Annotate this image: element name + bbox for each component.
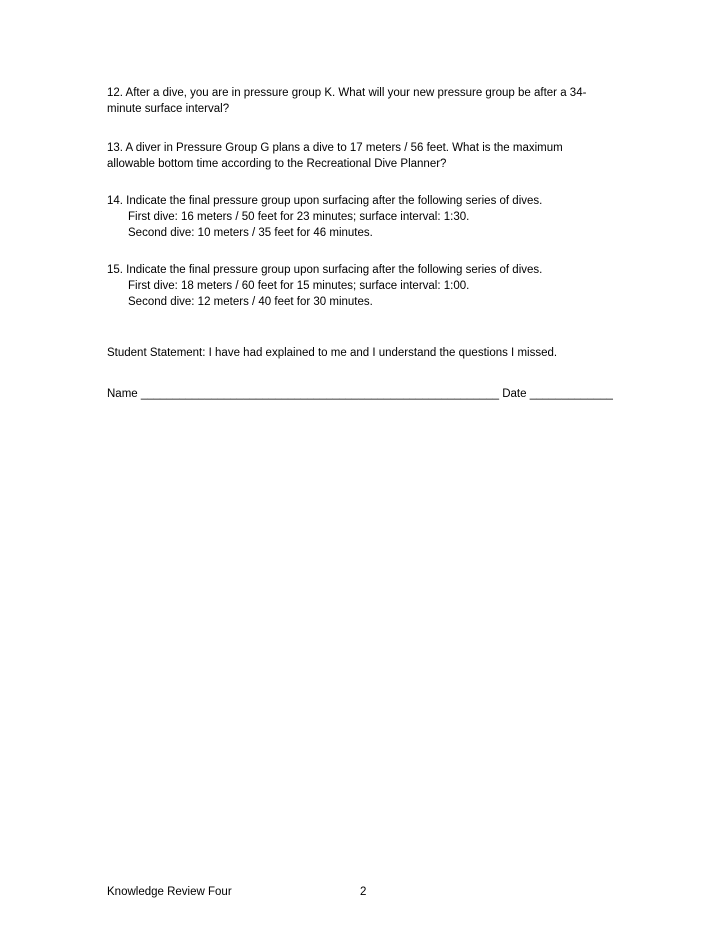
question-12-line-2: minute surface interval? xyxy=(107,103,230,115)
question-15-prompt: 15. Indicate the final pressure group upon surfacing after the following series of dives. xyxy=(107,264,543,276)
footer-title: Knowledge Review Four xyxy=(107,886,232,898)
question-15 xyxy=(107,262,627,310)
question-14 xyxy=(107,193,627,241)
question-13-line-2: allowable bottom time according to the Recreational Dive Planner? xyxy=(107,158,447,170)
question-15-second-dive: Second dive: 12 meters / 40 feet for 30 minutes. xyxy=(128,296,373,308)
question-13-line-1: 13. A diver in Pressure Group G plans a dive to 17 meters / 56 feet. What is the maximum xyxy=(107,142,563,154)
student-statement-text: Student Statement: I have had explained to me and I understand the questions I missed. xyxy=(107,347,558,359)
footer-page-number: 2 xyxy=(360,886,367,898)
question-14-first-dive: First dive: 16 meters / 50 feet for 23 minutes; surface interval: 1:30. xyxy=(128,211,470,223)
question-14-prompt: 14. Indicate the final pressure group upon surfacing after the following series of dives. xyxy=(107,195,543,207)
question-15-first-dive: First dive: 18 meters / 60 feet for 15 minutes; surface interval: 1:00. xyxy=(128,280,470,292)
student-statement xyxy=(107,345,627,361)
question-12 xyxy=(107,85,627,117)
question-14-second-dive: Second dive: 10 meters / 35 feet for 46 minutes. xyxy=(128,227,373,239)
name-date-line xyxy=(107,386,627,402)
name-date-line-text: Name ________________________________________________________ Date _____________ xyxy=(107,388,613,400)
question-13 xyxy=(107,140,627,172)
question-12-line-1: 12. After a dive, you are in pressure group K. What will your new pressure group be after a 34- xyxy=(107,87,587,99)
